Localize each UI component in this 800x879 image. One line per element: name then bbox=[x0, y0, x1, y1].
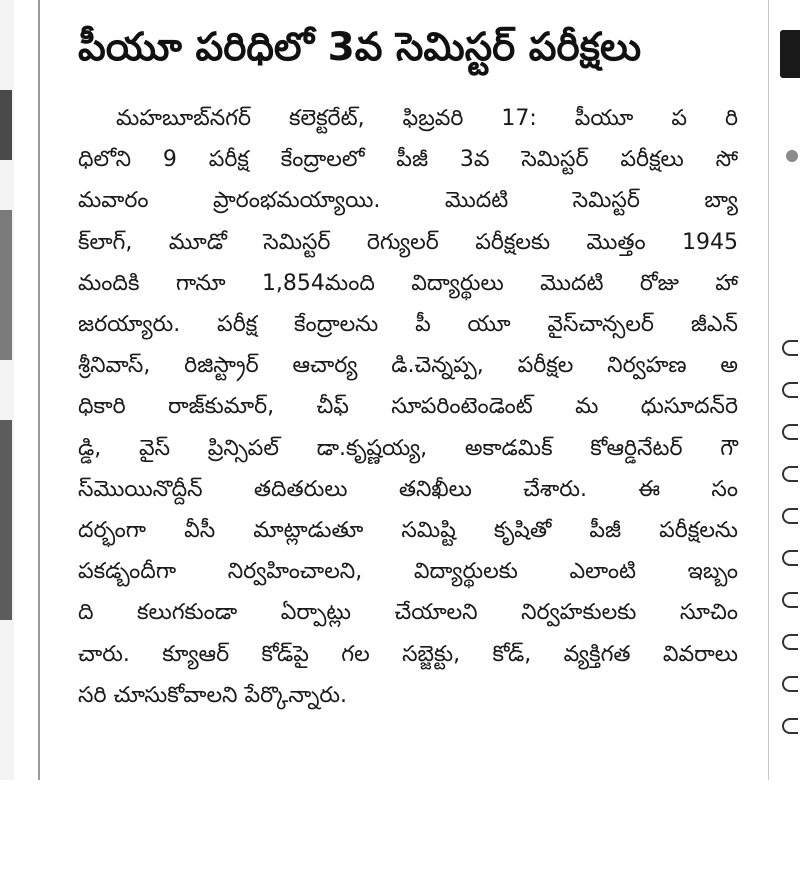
article-headline: పీయూ పరిధిలో 3వ సెమిస్టర్ పరీక్షలు bbox=[78, 25, 642, 70]
column-divider bbox=[768, 0, 769, 780]
text-fragment bbox=[782, 676, 798, 692]
body-line: ధిలోని 9 పరీక్ష కేంద్రాలలో పీజీ 3వ సెమిస్టర్ పరీక్షలు సో bbox=[78, 147, 738, 173]
text-fragment bbox=[782, 424, 798, 440]
text-fragment bbox=[782, 592, 798, 608]
column-divider bbox=[38, 0, 40, 780]
body-line: స్‌మొయినొద్దీన్ తదితరులు తనిఖీలు చేశారు. ఈ సం bbox=[78, 476, 738, 502]
news-article bbox=[78, 18, 738, 716]
body-line: జరయ్యారు. పరీక్ష కేంద్రాలను పీ యూ వైస్‌చాన్సలర్ జీఎన్ bbox=[78, 312, 738, 338]
text-fragment bbox=[782, 550, 798, 566]
adjacent-photo-strip bbox=[0, 0, 14, 780]
body-line: మహబూబ్‌నగర్ కలెక్టరేట్, ఫిబ్రవరి 17: పీయూ ప రి bbox=[116, 106, 738, 131]
text-fragment bbox=[782, 634, 798, 650]
body-line: క్‌లాగ్, మూడో సెమిస్టర్ రెగ్యులర్ పరీక్షలకు మొత్తం 1945 bbox=[78, 229, 738, 255]
body-line: మందికి గానూ 1,854మంది విద్యార్థులు మొదటి రోజు హా bbox=[78, 270, 738, 296]
body-line: డ్డి, వైస్ ప్రిన్సిపల్ డా.కృష్ణయ్య, అకాడమిక్ కోఆర్డినేటర్ గౌ bbox=[78, 435, 738, 461]
photo-fragment bbox=[0, 420, 12, 620]
text-fragment bbox=[782, 508, 798, 524]
body-line: చారు. క్యూఆర్ కోడ్‌పై గల సబ్జెక్టు, కోడ్, వ్యక్తిగత వివరాలు bbox=[78, 641, 738, 667]
body-line: పకడ్బందీగా నిర్వహించాలని, విద్యార్థులకు ఎలాంటి ఇబ్బం bbox=[78, 559, 738, 585]
body-line: సరి చూసుకోవాలని పేర్కొన్నారు. bbox=[78, 682, 347, 708]
photo-fragment bbox=[0, 210, 12, 360]
body-line: మవారం ప్రారంభమయ్యాయి. మొదటి సెమిస్టర్ బ్యా bbox=[78, 188, 738, 214]
bullet-icon bbox=[786, 150, 798, 162]
body-line: ది కలుగకుండా ఏర్పాట్లు చేయాలని నిర్వహకులకు సూచిం bbox=[78, 600, 738, 626]
adjacent-article-edge bbox=[780, 0, 800, 780]
text-fragment bbox=[782, 340, 798, 356]
body-line: దర్భంగా వీసీ మాట్లాడుతూ సమిష్టి కృషితో పీజీ పరీక్షలను bbox=[78, 518, 738, 544]
adjacent-headline-fragment bbox=[780, 30, 800, 78]
photo-fragment bbox=[0, 90, 12, 160]
text-fragment bbox=[782, 718, 798, 734]
text-fragment bbox=[782, 382, 798, 398]
body-line: ధికారి రాజ్‌కుమార్, చీఫ్ సూపరింటెండెంట్ మ ధుసూదన్‌రె bbox=[78, 394, 738, 420]
body-line: శ్రీనివాస్, రిజిస్ట్రార్ ఆచార్య డి.చెన్నప్ప, పరీక్షల నిర్వహణ అ bbox=[78, 353, 738, 379]
article-body bbox=[78, 98, 738, 716]
text-fragment bbox=[782, 466, 798, 482]
